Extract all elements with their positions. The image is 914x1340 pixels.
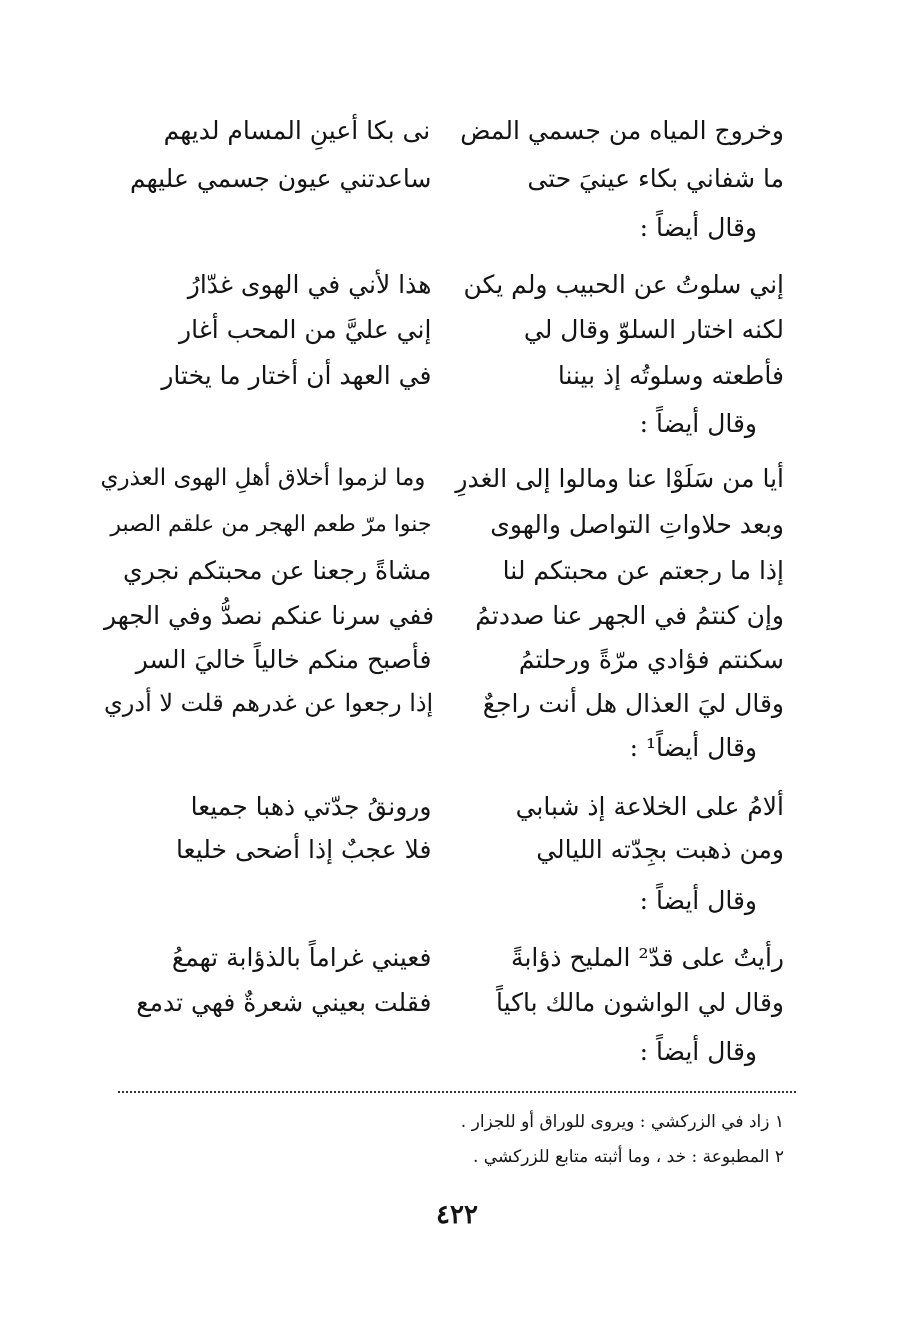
verse-line [104, 677, 784, 729]
footnote: ١ زاد في الزركشي : ويروى للوراق أو للجزار . [460, 1112, 784, 1132]
page-number: ٤٢٢ [436, 1200, 478, 1230]
verse-line [104, 104, 784, 156]
first-hemistich: إذا ما رجعتم عن محبتكم لنا [502, 555, 784, 585]
second-hemistich: نى بكا أعينِ المسام لديهم [163, 115, 431, 145]
second-hemistich: فلا عجبٌ إذا أضحى خليعا [176, 834, 432, 864]
first-hemistich: لكنه اختار السلوّ وقال لي [523, 314, 784, 344]
first-hemistich: ومن ذهبت بجِدّته الليالي [536, 834, 784, 864]
first-hemistich: وقال لي الواشون مالك باكياً [495, 987, 784, 1017]
section-heading: وقال أيضاً : [639, 409, 757, 438]
first-hemistich: وخروج المياه من جسمي المض [460, 115, 784, 145]
second-hemistich: ساعدتني عيون جسمي عليهم [129, 163, 432, 193]
first-hemistich: وإن كنتمُ في الجهر عنا صددتمُ [475, 600, 784, 630]
second-hemistich: إني عليَّ من المحب أغار [179, 314, 432, 344]
first-hemistich: أيا من سَلَوْا عنا ومالوا إلى الغدرِ [455, 463, 784, 493]
verse-line [104, 823, 784, 875]
first-hemistich: وبعد حلاواتِ التواصل والهوى [490, 509, 784, 539]
verse-line [104, 976, 784, 1028]
first-hemistich: فأطعته وسلوتُه إذ بيننا [557, 360, 784, 390]
verse-line [104, 303, 784, 355]
first-hemistich: إني سلوتُ عن الحبيب ولم يكن [463, 269, 784, 299]
first-hemistich: رأيتُ على قدّ² المليح ذؤابةً [511, 942, 784, 972]
first-hemistich: سكنتم فؤادي مرّةً ورحلتمُ [518, 644, 784, 674]
second-hemistich: وما لزموا أخلاق أهلِ الهوى العذري [100, 465, 426, 491]
section-heading: وقال أيضاً¹ : [629, 733, 757, 762]
section-heading: وقال أيضاً : [639, 213, 757, 242]
verse-line [104, 498, 784, 550]
verse-line [104, 349, 784, 401]
verse-line [100, 452, 784, 504]
second-hemistich: مشاةً رجعنا عن محبتكم نجري [123, 555, 432, 585]
section-heading: وقال أيضاً : [639, 1037, 757, 1066]
footnote: ٢ المطبوعة : خد ، وما أثبته متابع للزركشي . [472, 1147, 784, 1167]
second-hemistich: ورونقُ جدّتي ذهبا جميعا [190, 791, 432, 821]
second-hemistich: فأصبح منكم خالياً خاليَ السر [135, 644, 432, 674]
second-hemistich: ففي سرنا عنكم نصدُّ وفي الجهر [104, 600, 435, 630]
second-hemistich: فعيني غراماً بالذؤابة تهمعُ [171, 942, 432, 972]
second-hemistich: إذا رجعوا عن غدرهم قلت لا أدري [104, 689, 434, 717]
verse-line [104, 152, 784, 204]
section-heading: وقال أيضاً : [639, 886, 757, 915]
second-hemistich: فقلت بعيني شعرةٌ فهي تدمع [136, 987, 432, 1017]
first-hemistich: وقال ليَ العذال هل أنت راجعٌ [482, 688, 784, 718]
second-hemistich: هذا لأني في الهوى غدّارُ [187, 269, 432, 299]
second-hemistich: في العهد أن أختار ما يختار [161, 360, 432, 390]
first-hemistich: ألامُ على الخلاعة إذ شبابي [515, 791, 784, 821]
second-hemistich: جنوا مرّ طعم الهجر من علقم الصبر [110, 511, 432, 537]
footnote-separator [118, 1091, 796, 1093]
first-hemistich: ما شفاني بكاء عينيَ حتى [527, 163, 784, 193]
